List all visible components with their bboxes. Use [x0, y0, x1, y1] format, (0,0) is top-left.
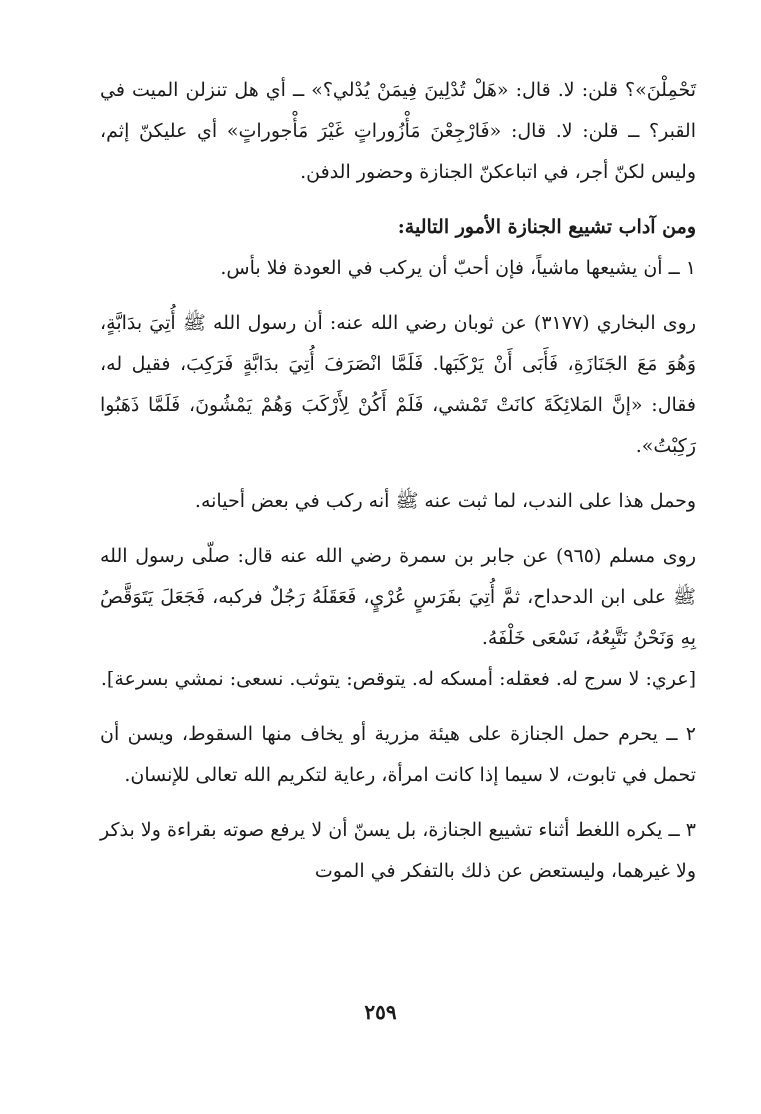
page-number: ٢٥٩ — [364, 1000, 397, 1024]
paragraph-women-following-funeral: تَحْمِلْنَ»؟ قلن: لا. قال: «هَلْ تُدْلِينَ فِيمَنْ يُدْلي؟» ــ أي هل تنزلن الميت في القبر؟ ــ قلن: لا. قال: «فَارْجِعْنَ مَأْزُوراتٍ غَيْرَ مَأْجوراتٍ» أي عليكنّ إثم، وليس لكنّ أجر، في اتباعكنّ الجنازة وحضور الدفن. — [100, 79, 696, 183]
paragraph-muslim-hadith: روى مسلم (٩٦٥) عن جابر بن سمرة رضي الله عنه قال: صلّى رسول الله ﷺ على ابن الدحداح، ثمَّ أُتِيَ بفَرَسٍ عُرْيٍ، فَعَقَلَهُ رَجُلٌ فركبه، فَجَعَلَ يَتَوَقَّصُ بِهِ وَنَحْنُ نَتَّبِعُهُ، نَسْعَى خَلْفَهُ. — [100, 545, 697, 649]
page-body — [100, 70, 696, 892]
paragraph-recommendation-note: وحمل هذا على الندب، لما ثبت عنه ﷺ أنه ركب في بعض أحيانه. — [194, 490, 696, 512]
paragraph-rule-3: ٣ ــ يكره اللغط أثناء تشييع الجنازة، بل يسنّ أن لا يرفع صوته بقراءة ولا بذكر ولا غيرهما، وليستعض عن ذلك بالتفكر في الموت — [100, 819, 696, 882]
paragraph-glossary: [عري: لا سرج له. فعقله: أمسكه له. يتوقص: يتوثب. نسعى: نمشي بسرعة]. — [100, 668, 696, 690]
section-heading-funeral-etiquette: ومن آداب تشييع الجنازة الأمور التالية: — [397, 216, 696, 238]
paragraph-bukhari-hadith: روى البخاري (٣١٧٧) عن ثوبان رضي الله عنه: أن رسول الله ﷺ أُتِيَ بدَابَّةٍ، وَهُوَ مَعَ الجَنَازَةِ، فَأَبَى أَنْ يَرْكَبَها. فَلَمَّا انْصَرَفَ أُتِيَ بدَابَّةٍ فَرَكِبَ، فقيل له، فقال: «إنَّ المَلائِكَةَ كانَتْ تَمْشي، فَلَمْ أَكُنْ لِأَرْكَبَ وَهُمْ يَمْشُونَ، فَلَمَّا ذَهَبُوا رَكِبْتُ». — [100, 312, 696, 457]
paragraph-rule-1: ١ ــ أن يشيعها ماشياً، فإن أحبّ أن يركب في العودة فلا بأس. — [220, 257, 696, 279]
paragraph-rule-2: ٢ ــ يحرم حمل الجنازة على هيئة مزرية أو يخاف منها السقوط، ويسن أن تحمل في تابوت، لا سيما إذا كانت امرأة، رعاية لتكريم الله تعالى للإنسان. — [100, 723, 696, 786]
